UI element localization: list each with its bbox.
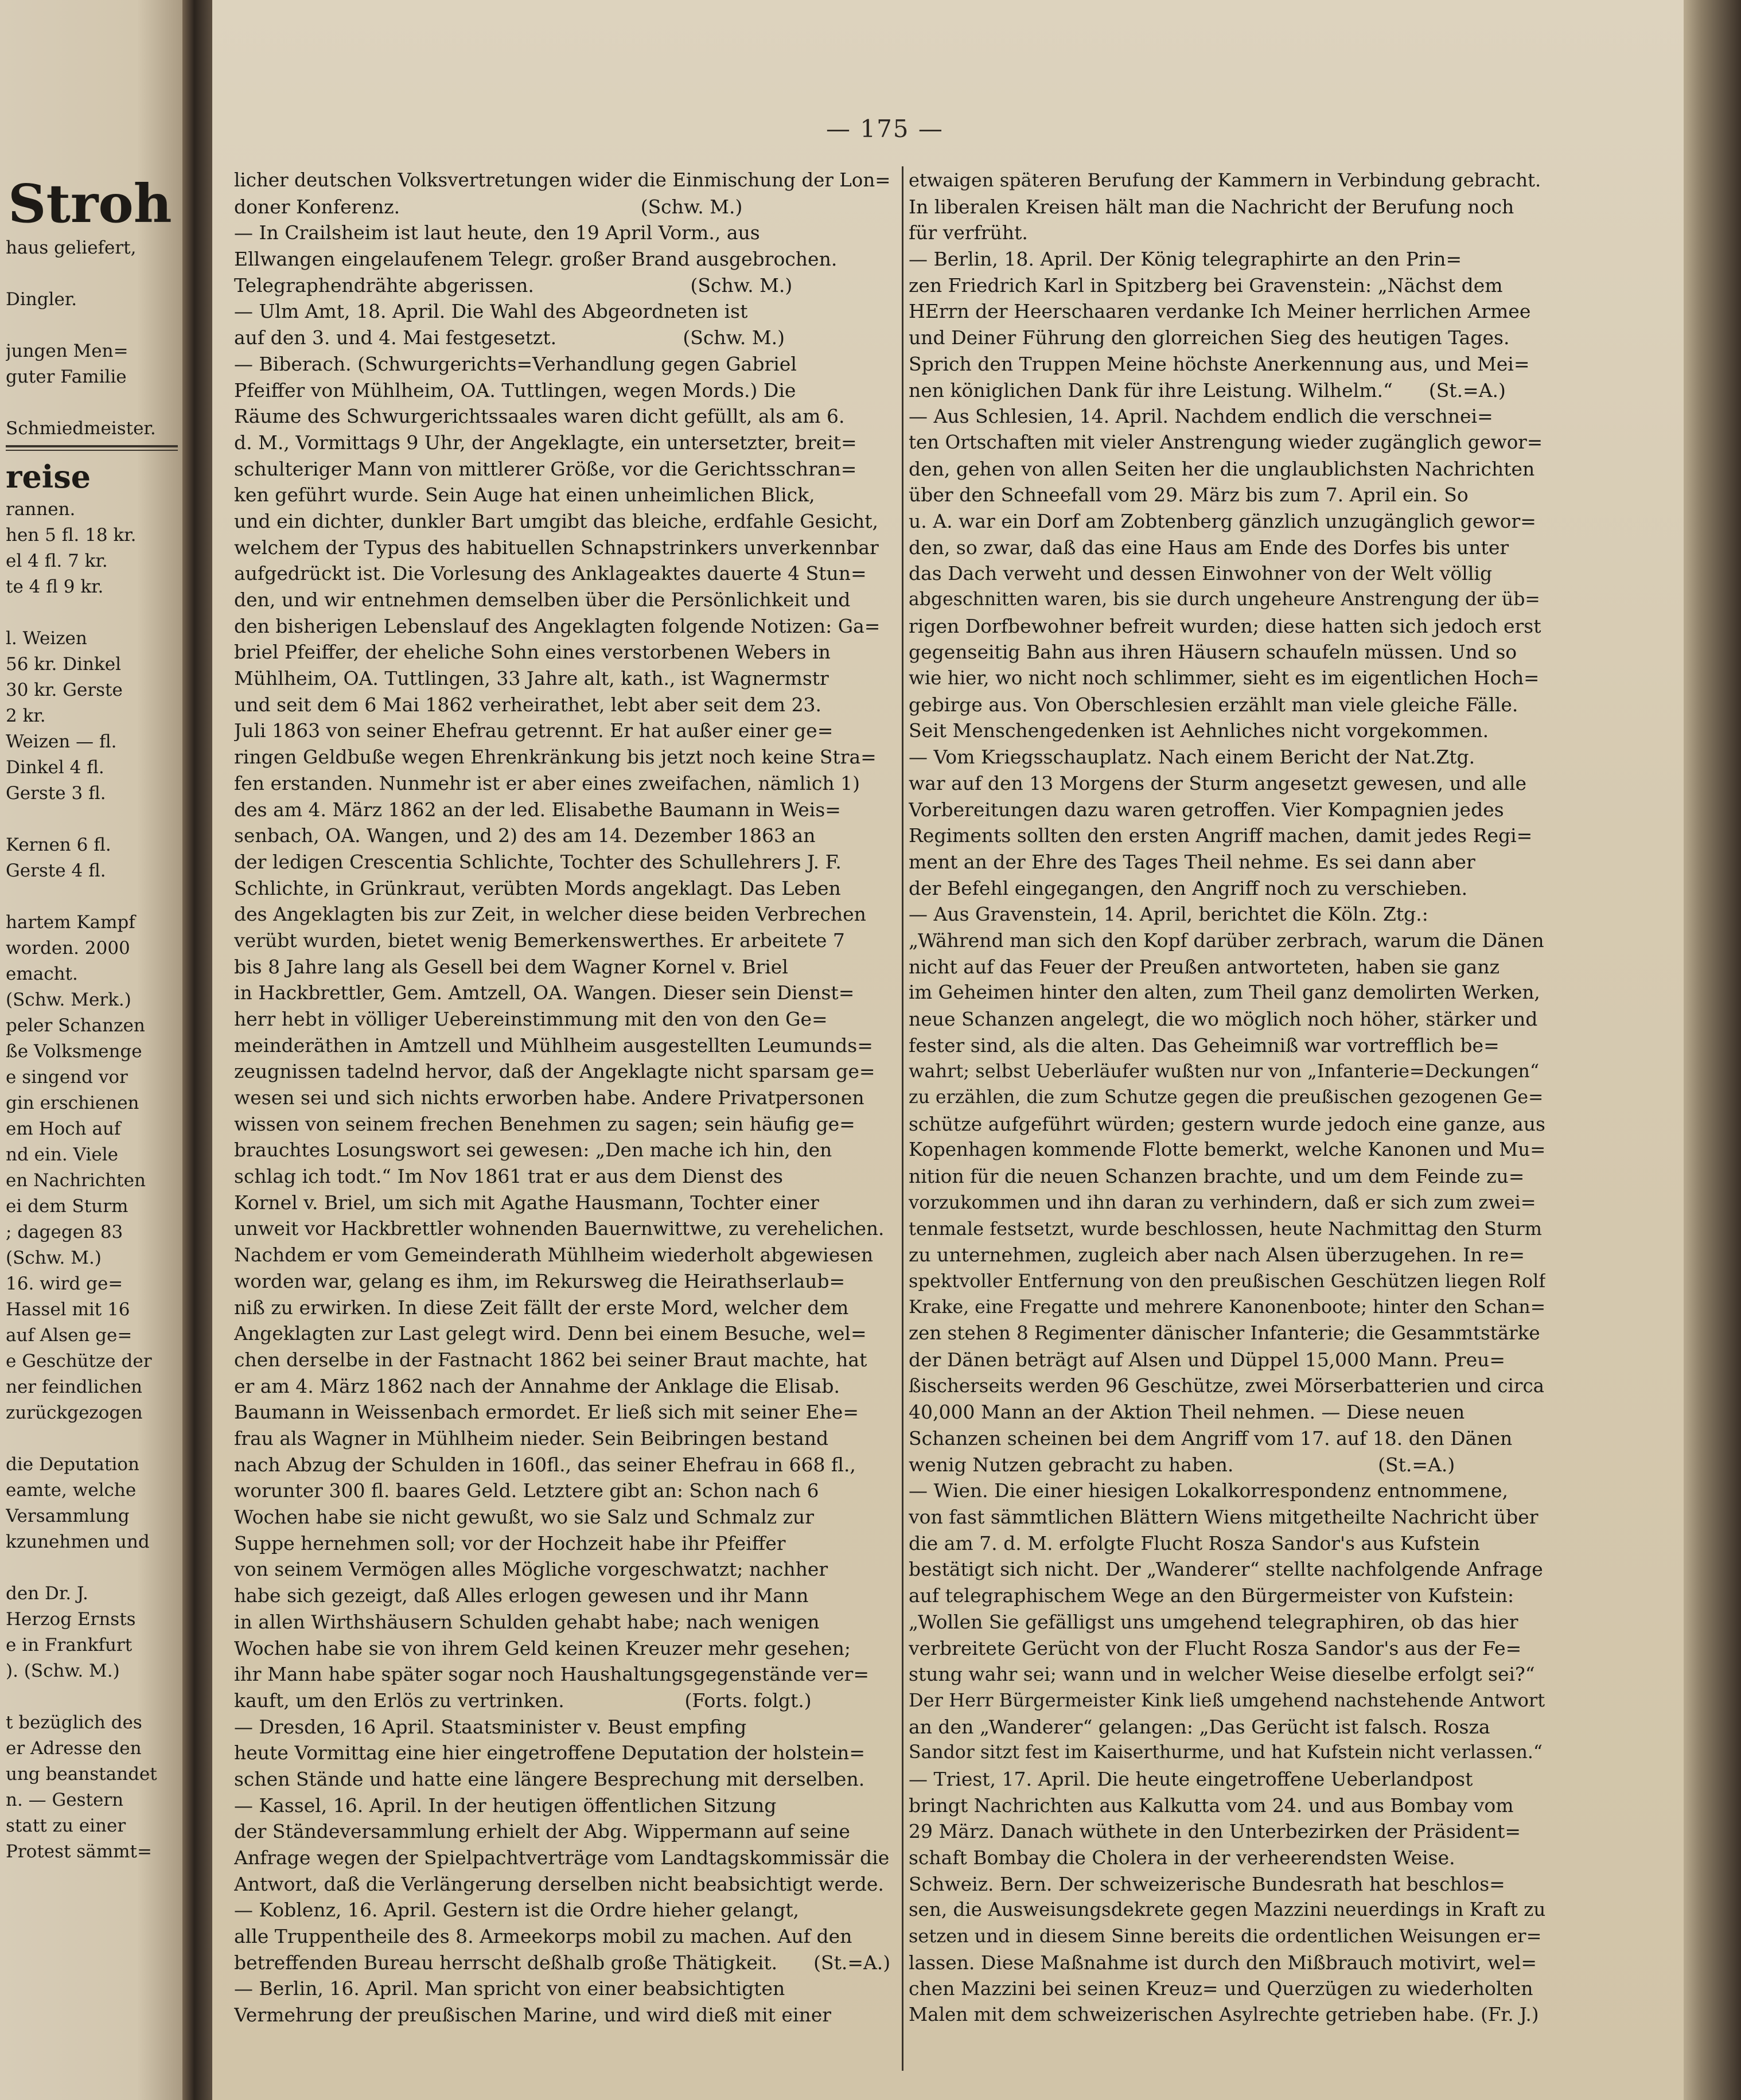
- text-line: zurückgezogen: [6, 1402, 143, 1423]
- text-line: habe sich gezeigt, daß Alles erlogen gewesen und ihr Mann: [234, 1584, 809, 1607]
- text-line: von fast sämmtlichen Blättern Wiens mitgetheilte Nachricht über: [909, 1506, 1539, 1529]
- text-line: nition für die neuen Schanzen brachte, und um dem Feinde zu=: [909, 1165, 1525, 1188]
- text-line: ment an der Ehre des Tages Theil nehme. Es sei dann aber: [909, 850, 1475, 873]
- text-line: — Ulm Amt, 18. April. Die Wahl des Abgeordneten ist: [234, 300, 748, 323]
- text-line: abgeschnitten waren, bis sie durch ungeheure Anstrengung der üb=: [909, 589, 1540, 610]
- text-line: für verfrüht.: [909, 221, 1028, 244]
- text-line: Wochen habe sie von ihrem Geld keinen Kreuzer mehr gesehen;: [234, 1637, 851, 1659]
- text-line: Angeklagten zur Last gelegt wird. Denn bei einem Besuche, wel=: [234, 1322, 867, 1345]
- text-line: Gerste 4 fl.: [6, 860, 106, 881]
- text-line: — Wien. Die einer hiesigen Lokalkorrespondenz entnommene,: [909, 1479, 1508, 1502]
- text-line: den, gehen von allen Seiten her die unglaublichsten Nachrichten: [909, 457, 1535, 480]
- text-line: Seit Menschengedenken ist Aehnliches nicht vorgekommen.: [909, 719, 1489, 742]
- text-line: verübt wurden, bietet wenig Bemerkenswerthes. Er arbeitete 7: [234, 929, 845, 952]
- text-line: worden. 2000: [6, 938, 130, 959]
- text-line: Regiments sollten den ersten Angriff machen, damit jedes Regi=: [909, 824, 1533, 847]
- text-line: Malen mit dem schweizerischen Asylrechte getrieben habe. (Fr. J.): [909, 2004, 1539, 2026]
- text-line: Kornel v. Briel, um sich mit Agathe Hausmann, Tochter einer: [234, 1191, 819, 1214]
- text-line: zu erzählen, die zum Schutze gegen die preußischen gezogenen Ge=: [909, 1087, 1544, 1108]
- text-line: zen stehen 8 Regimenter dänischer Infanterie; die Gesammtstärke: [909, 1322, 1540, 1345]
- text-line: — Aus Schlesien, 14. April. Nachdem endlich die verschnei=: [909, 405, 1493, 428]
- text-line: der ledigen Crescentia Schlichte, Tochter des Schullehrers J. F.: [234, 850, 842, 873]
- text-line: — In Crailsheim ist laut heute, den 19 April Vorm., aus: [234, 221, 760, 244]
- text-line: e in Frankfurt: [6, 1635, 133, 1655]
- left-lines-block-1: [6, 235, 178, 442]
- text-line: e Geschütze der: [6, 1351, 152, 1372]
- text-line: 2 kr.: [6, 706, 46, 726]
- text-line: der Befehl eingegangen, den Angriff noch zu verschieben.: [909, 876, 1468, 899]
- text-line: [6, 1684, 178, 1710]
- text-line: (Schw. Merk.): [6, 989, 131, 1010]
- book-gutter: [182, 0, 212, 2100]
- text-line: Kernen 6 fl.: [6, 835, 111, 855]
- text-line: ringen Geldbuße wegen Ehrenkränkung bis jetzt noch keine Stra=: [234, 746, 877, 769]
- text-line: Hassel mit 16: [6, 1299, 130, 1320]
- text-line: und ein dichter, dunkler Bart umgibt das bleiche, erdfahle Gesicht,: [234, 509, 879, 532]
- text-line: — Triest, 17. April. Die heute eingetroffene Ueberlandpost: [909, 1767, 1473, 1790]
- text-line: Der Herr Bürgermeister Kink ließ umgehend nachstehende Antwort: [909, 1689, 1545, 1711]
- text-line: 16. wird ge=: [6, 1273, 123, 1294]
- text-line: briel Pfeiffer, der eheliche Sohn eines verstorbenen Webers in: [234, 641, 831, 664]
- text-line: wie hier, wo nicht noch schlimmer, sieht es im eigentlichen Hoch=: [909, 667, 1540, 689]
- text-line: heute Vormittag eine hier eingetroffene Deputation der holstein=: [234, 1741, 866, 1764]
- text-line: er am 4. März 1862 nach der Annahme der Anklage die Elisab.: [234, 1374, 840, 1397]
- text-line: worunter 300 fl. baares Geld. Letztere gibt an: Schon nach 6: [234, 1479, 819, 1502]
- text-line: — Berlin, 16. April. Man spricht von einer beabsichtigten: [234, 1977, 785, 2000]
- text-line: guter Familie: [6, 367, 127, 387]
- text-line: nd ein. Viele: [6, 1144, 118, 1165]
- text-line: Protest sämmt=: [6, 1841, 152, 1862]
- left-page-column: [6, 172, 178, 2076]
- text-line: ken geführt wurde. Sein Auge hat einen unheimlichen Blick,: [234, 484, 815, 507]
- text-line: den Dr. J.: [6, 1583, 88, 1604]
- page-number: — 175 —: [826, 115, 944, 143]
- text-line: zu unternehmen, zugleich aber nach Alsen überzugehen. In re=: [909, 1244, 1525, 1267]
- text-line: chen derselbe in der Fastnacht 1862 bei seiner Braut machte, hat: [234, 1348, 867, 1371]
- page-edge-shadow: [1684, 0, 1741, 2100]
- text-line: betreffenden Bureau herrscht deßhalb große Thätigkeit. (St.=A.): [234, 1951, 891, 1974]
- text-line: brauchtes Losungswort sei gewesen: „Den mache ich hin, den: [234, 1139, 832, 1162]
- text-line: haus geliefert,: [6, 237, 137, 258]
- text-line: t bezüglich des: [6, 1712, 142, 1733]
- text-line: Schweiz. Bern. Der schweizerische Bundesrath hat beschlos=: [909, 1872, 1505, 1895]
- text-line: stung wahr sei; wann und in welcher Weise dieselbe erfolgt sei?“: [909, 1663, 1535, 1686]
- text-line: Kopenhagen kommende Flotte bemerkt, welche Kanonen und Mu=: [909, 1139, 1545, 1161]
- text-line: Vorbereitungen dazu waren getroffen. Vier Kompagnien jedes: [909, 798, 1504, 821]
- text-line: em Hoch auf: [6, 1119, 121, 1139]
- text-line: licher deutschen Volksvertretungen wider die Einmischung der Lon=: [234, 169, 891, 191]
- text-line: eamte, welche: [6, 1480, 137, 1501]
- text-line: hartem Kampf: [6, 912, 135, 933]
- text-line: en Nachrichten: [6, 1170, 146, 1191]
- text-line: kauft, um den Erlös zu vertrinken. (Forts. folgt.): [234, 1689, 812, 1712]
- text-line: nach Abzug der Schulden in 160fl., das seiner Ehefrau in 668 fl.,: [234, 1453, 856, 1476]
- left-heading-preise: reise: [6, 458, 91, 495]
- text-line: nicht auf das Feuer der Preußen antworteten, haben sie ganz: [909, 955, 1499, 978]
- text-line: wesen sei und sich nichts erworben habe. Andere Privatpersonen: [234, 1086, 864, 1109]
- text-line: verbreitete Gerücht von der Flucht Rosza Sandor's aus der Fe=: [909, 1637, 1522, 1659]
- text-column-2: [909, 167, 1545, 2072]
- text-line: das Dach verweht und dessen Einwohner von der Welt völlig: [909, 562, 1493, 585]
- text-line: Vermehrung der preußischen Marine, und wird dieß mit einer: [234, 2004, 832, 2027]
- text-line: Krake, eine Fregatte und mehrere Kanonenboote; hinter den Schan=: [909, 1296, 1545, 1318]
- text-line: des Angeklagten bis zur Zeit, in welcher diese beiden Verbrechen: [234, 903, 866, 926]
- text-line: [6, 884, 178, 910]
- text-line: Gerste 3 fl.: [6, 783, 106, 804]
- text-line: auf den 3. und 4. Mai festgesetzt. (Schw. M.): [234, 326, 785, 349]
- text-line: „Während man sich den Kopf darüber zerbrach, warum die Dänen: [909, 929, 1544, 952]
- column-divider: [902, 166, 903, 2071]
- text-line: [6, 1555, 178, 1581]
- left-heading-stroh: Stroh: [8, 173, 172, 235]
- text-line: 30 kr. Gerste: [6, 680, 123, 700]
- text-line: Dinkel 4 fl.: [6, 757, 104, 778]
- text-line: setzen und in diesem Sinne bereits die ordentlichen Weisungen er=: [909, 1925, 1542, 1947]
- text-line: Juli 1863 von seiner Ehefrau getrennt. Er hat außer einer ge=: [234, 719, 834, 742]
- text-line: rannen.: [6, 499, 76, 520]
- text-line: herr hebt in völliger Uebereinstimmung mit den von den Ge=: [234, 1008, 828, 1030]
- text-line: — Dresden, 16 April. Staatsminister v. Beust empfing: [234, 1715, 747, 1738]
- text-line: spektvoller Entfernung von den preußischen Geschützen liegen Rolf: [909, 1269, 1545, 1292]
- text-line: senbach, OA. Wangen, und 2) des am 14. Dezember 1863 an: [234, 824, 816, 847]
- text-line: tenmale festsetzt, wurde beschlossen, heute Nachmittag den Sturm: [909, 1217, 1543, 1240]
- divider-rule: [6, 445, 178, 447]
- text-line: bestätigt sich nicht. Der „Wanderer“ stellte nachfolgende Anfrage: [909, 1558, 1543, 1581]
- left-page-fragment: [0, 0, 182, 2100]
- text-line: doner Konferenz. (Schw. M.): [234, 195, 743, 218]
- text-line: zeugnissen tadelnd hervor, daß der Angeklagte nicht sparsam ge=: [234, 1060, 875, 1083]
- text-line: wenig Nutzen gebracht zu haben. (St.=A.): [909, 1453, 1455, 1476]
- text-line: ße Volksmenge: [6, 1041, 142, 1062]
- text-line: ung beanstandet: [6, 1764, 157, 1785]
- text-line: e singend vor: [6, 1067, 128, 1088]
- text-line: 40,000 Mann an der Aktion Theil nehmen. — Diese neuen: [909, 1401, 1465, 1424]
- text-line: l. Weizen: [6, 628, 87, 649]
- text-line: wahrt; selbst Ueberläufer wußten nur von „Infanterie=Deckungen“: [909, 1060, 1540, 1082]
- text-line: Telegraphendrähte abgerissen. (Schw. M.): [234, 274, 793, 297]
- text-line: Schmiedmeister.: [6, 418, 156, 439]
- text-line: ner feindlichen: [6, 1377, 142, 1397]
- text-line: in Hackbrettler, Gem. Amtzell, OA. Wangen. Dieser sein Dienst=: [234, 981, 855, 1004]
- text-line: HErrn der Heerschaaren verdanke Ich Meiner herrlichen Armee: [909, 300, 1531, 323]
- text-line: n. — Gestern: [6, 1790, 124, 1810]
- text-line: unweit vor Hackbrettler wohnenden Bauernwittwe, zu verehelichen.: [234, 1217, 885, 1240]
- text-line: in allen Wirthshäusern Schulden gehabt habe; nach wenigen: [234, 1610, 820, 1633]
- text-line: Ellwangen eingelaufenem Telegr. großer Brand ausgebrochen.: [234, 248, 838, 271]
- text-line: und seit dem 6 Mai 1862 verheirathet, lebt aber seit dem 23.: [234, 693, 822, 716]
- text-line: von seinem Vermögen alles Mögliche vorgeschwatzt; nachher: [234, 1558, 828, 1581]
- text-line: war auf den 13 Morgens der Sturm angesetzt gewesen, und alle: [909, 772, 1527, 794]
- text-line: aufgedrückt ist. Die Vorlesung des Anklageaktes dauerte 4 Stun=: [234, 562, 867, 585]
- text-line: Wochen habe sie nicht gewußt, wo sie Salz und Schmalz zur: [234, 1506, 814, 1529]
- text-line: Dingler.: [6, 289, 77, 310]
- text-line: welchem der Typus des habituellen Schnapstrinkers unverkennbar: [234, 536, 879, 559]
- text-line: statt zu einer: [6, 1815, 126, 1836]
- text-line: schütze aufgeführt würden; gestern wurde jedoch eine ganze, aus: [909, 1112, 1545, 1135]
- text-line: Schanzen scheinen bei dem Angriff vom 17. auf 18. den Dänen: [909, 1427, 1513, 1450]
- text-line: vorzukommen und ihn daran zu verhindern, daß er sich zum zwei=: [909, 1191, 1536, 1213]
- text-line: den, so zwar, daß das eine Haus am Ende des Dorfes bis unter: [909, 536, 1509, 559]
- text-line: ). (Schw. M.): [6, 1661, 120, 1681]
- text-line: kzunehmen und: [6, 1532, 150, 1552]
- text-line: fester sind, als die alten. Das Geheimniß war vortrefflich be=: [909, 1034, 1499, 1057]
- text-line: schen Stände und hatte eine längere Besprechung mit derselben.: [234, 1767, 865, 1790]
- text-line: ten Ortschaften mit vieler Anstrengung wieder zugänglich gewor=: [909, 431, 1543, 453]
- text-line: [6, 807, 178, 832]
- text-line: ßischerseits werden 96 Geschütze, zwei Mörserbatterien und circa: [909, 1374, 1545, 1397]
- text-line: und Deiner Führung den glorreichen Sieg des heutigen Tages.: [909, 326, 1510, 349]
- text-line: den bisherigen Lebenslauf des Angeklagten folgende Notizen: Ga=: [234, 614, 881, 637]
- text-line: Herzog Ernsts: [6, 1609, 136, 1630]
- text-line: te 4 fl 9 kr.: [6, 576, 104, 597]
- text-line: auf telegraphischem Wege an den Bürgermeister von Kufstein:: [909, 1584, 1514, 1607]
- text-line: die am 7. d. M. erfolgte Flucht Rosza Sandor's aus Kufstein: [909, 1532, 1480, 1554]
- text-line: Versammlung: [6, 1506, 130, 1526]
- text-line: rigen Dorfbewohner befreit wurden; diese hatten sich jedoch erst: [909, 614, 1541, 637]
- text-line: Räume des Schwurgerichtssaales waren dicht gefüllt, als am 6.: [234, 405, 845, 428]
- text-line: [6, 313, 178, 338]
- text-line: zen Friedrich Karl in Spitzberg bei Gravenstein: „Nächst dem: [909, 274, 1503, 297]
- text-line: neue Schanzen angelegt, die wo möglich noch höher, stärker und: [909, 1008, 1538, 1030]
- text-line: gin erschienen: [6, 1093, 139, 1113]
- text-line: Mühlheim, OA. Tuttlingen, 33 Jahre alt, kath., ist Wagnermstr: [234, 667, 829, 690]
- text-line: In liberalen Kreisen hält man die Nachricht der Berufung noch: [909, 195, 1514, 218]
- text-line: 56 kr. Dinkel: [6, 654, 121, 675]
- text-line: — Aus Gravenstein, 14. April, berichtet die Köln. Ztg.:: [909, 903, 1428, 926]
- text-line: [6, 390, 178, 416]
- text-line: [6, 600, 178, 626]
- text-line: d. M., Vormittags 9 Uhr, der Angeklagte, ein untersetzter, breit=: [234, 431, 857, 454]
- text-line: schulteriger Mann von mittlerer Größe, vor die Gerichtsschran=: [234, 457, 857, 480]
- text-line: sen, die Ausweisungsdekrete gegen Mazzini neuerdings in Kraft zu: [909, 1899, 1545, 1921]
- text-line: an den „Wanderer“ gelangen: „Das Gerücht ist falsch. Rosza: [909, 1715, 1490, 1738]
- text-line: jungen Men=: [6, 341, 128, 361]
- text-line: Sandor sitzt fest im Kaiserthurme, und hat Kufstein nicht verlassen.“: [909, 1742, 1543, 1763]
- text-line: Pfeiffer von Mühlheim, OA. Tuttlingen, wegen Mords.) Die: [234, 379, 796, 402]
- text-line: meinderäthen in Amtzell und Mühlheim ausgestellten Leumunds=: [234, 1034, 873, 1057]
- text-line: gegenseitig Bahn aus ihren Häusern schaufeln müssen. Und so: [909, 641, 1517, 664]
- text-column-1: [234, 167, 893, 2072]
- text-line: die Deputation: [6, 1454, 139, 1475]
- text-line: (Schw. M.): [6, 1248, 102, 1268]
- left-lines-block-2: [6, 497, 178, 1865]
- text-line: gebirge aus. Von Oberschlesien erzählt man viele gleiche Fälle.: [909, 693, 1518, 716]
- text-line: [6, 261, 178, 287]
- text-line: Antwort, daß die Verlängerung derselben nicht beabsichtigt werde.: [234, 1872, 884, 1895]
- text-line: worden war, gelang es ihm, im Rekursweg die Heirathserlaub=: [234, 1269, 846, 1292]
- text-line: der Dänen beträgt auf Alsen und Düppel 15,000 Mann. Preu=: [909, 1348, 1506, 1371]
- text-line: den, und wir entnehmen demselben über die Persönlichkeit und: [234, 589, 851, 611]
- text-line: nen königlichen Dank für ihre Leistung. Wilhelm.“ (St.=A.): [909, 379, 1506, 402]
- text-line: der Ständeversammlung erhielt der Abg. Wippermann auf seine: [234, 1820, 850, 1843]
- text-line: „Wollen Sie gefälligst uns umgehend telegraphiren, ob das hier: [909, 1610, 1518, 1633]
- text-line: 29 März. Danach wüthete in den Unterbezirken der Präsident=: [909, 1820, 1521, 1843]
- text-line: chen Mazzini bei seinen Kreuz= und Querzügen zu wiederholten: [909, 1977, 1533, 2000]
- text-line: peler Schanzen: [6, 1015, 145, 1036]
- text-line: er Adresse den: [6, 1738, 142, 1759]
- text-line: wissen von seinem frechen Benehmen zu sagen; sein häufig ge=: [234, 1112, 855, 1135]
- text-line: emacht.: [6, 964, 78, 984]
- text-line: Anfrage wegen der Spielpachtverträge vom Landtagskommissär die: [234, 1846, 890, 1869]
- text-line: [6, 1426, 178, 1452]
- text-line: Suppe hernehmen soll; vor der Hochzeit habe ihr Pfeiffer: [234, 1532, 786, 1554]
- text-line: el 4 fl. 7 kr.: [6, 551, 108, 571]
- text-line: des am 4. März 1862 an der led. Elisabethe Baumann in Weis=: [234, 798, 841, 821]
- text-line: bringt Nachrichten aus Kalkutta vom 24. und aus Bombay vom: [909, 1794, 1514, 1817]
- text-line: frau als Wagner in Mühlheim nieder. Sein Beibringen bestand: [234, 1427, 829, 1450]
- text-line: lassen. Diese Maßnahme ist durch den Mißbrauch motivirt, wel=: [909, 1951, 1537, 1974]
- text-line: über den Schneefall vom 29. März bis zum 7. April ein. So: [909, 484, 1469, 507]
- text-line: auf Alsen ge=: [6, 1325, 133, 1346]
- text-line: niß zu erwirken. In diese Zeit fällt der erste Mord, welcher dem: [234, 1296, 849, 1319]
- text-line: ihr Mann habe später sogar noch Haushaltungsgegenstände ver=: [234, 1663, 869, 1686]
- text-line: ei dem Sturm: [6, 1196, 128, 1217]
- text-line: Nachdem er vom Gemeinderath Mühlheim wiederholt abgewiesen: [234, 1244, 874, 1267]
- text-line: — Koblenz, 16. April. Gestern ist die Ordre hieher gelangt,: [234, 1899, 799, 1922]
- text-line: im Geheimen hinter den alten, zum Theil ganz demolirten Werken,: [909, 981, 1540, 1004]
- text-line: schaft Bombay die Cholera in der verheerendsten Weise.: [909, 1846, 1455, 1869]
- text-line: schlag ich todt.“ Im Nov 1861 trat er aus dem Dienst des: [234, 1165, 783, 1188]
- text-line: — Vom Kriegsschauplatz. Nach einem Bericht der Nat.Ztg.: [909, 746, 1475, 769]
- text-line: Baumann in Weissenbach ermordet. Er ließ sich mit seiner Ehe=: [234, 1401, 859, 1424]
- text-line: — Berlin, 18. April. Der König telegraphirte an den Prin=: [909, 248, 1462, 271]
- divider-rule: [6, 450, 178, 451]
- text-line: — Biberach. (Schwurgerichts=Verhandlung gegen Gabriel: [234, 352, 797, 375]
- text-line: fen erstanden. Nunmehr ist er aber eines zweifachen, nämlich 1): [234, 772, 860, 794]
- text-line: u. A. war ein Dorf am Zobtenberg gänzlich unzugänglich gewor=: [909, 509, 1536, 532]
- text-line: Weizen — fl.: [6, 731, 117, 752]
- text-line: alle Truppentheile des 8. Armeekorps mobil zu machen. Auf den: [234, 1925, 852, 1948]
- text-line: etwaigen späteren Berufung der Kammern in Verbindung gebracht.: [909, 169, 1541, 191]
- text-line: — Kassel, 16. April. In der heutigen öffentlichen Sitzung: [234, 1794, 777, 1817]
- text-line: ; dagegen 83: [6, 1222, 123, 1242]
- text-line: Schlichte, in Grünkraut, verübten Mords angeklagt. Das Leben: [234, 876, 841, 899]
- text-line: hen 5 fl. 18 kr.: [6, 525, 137, 546]
- text-line: Sprich den Truppen Meine höchste Anerkennung aus, und Mei=: [909, 352, 1530, 375]
- text-line: bis 8 Jahre lang als Gesell bei dem Wagner Kornel v. Briel: [234, 955, 788, 978]
